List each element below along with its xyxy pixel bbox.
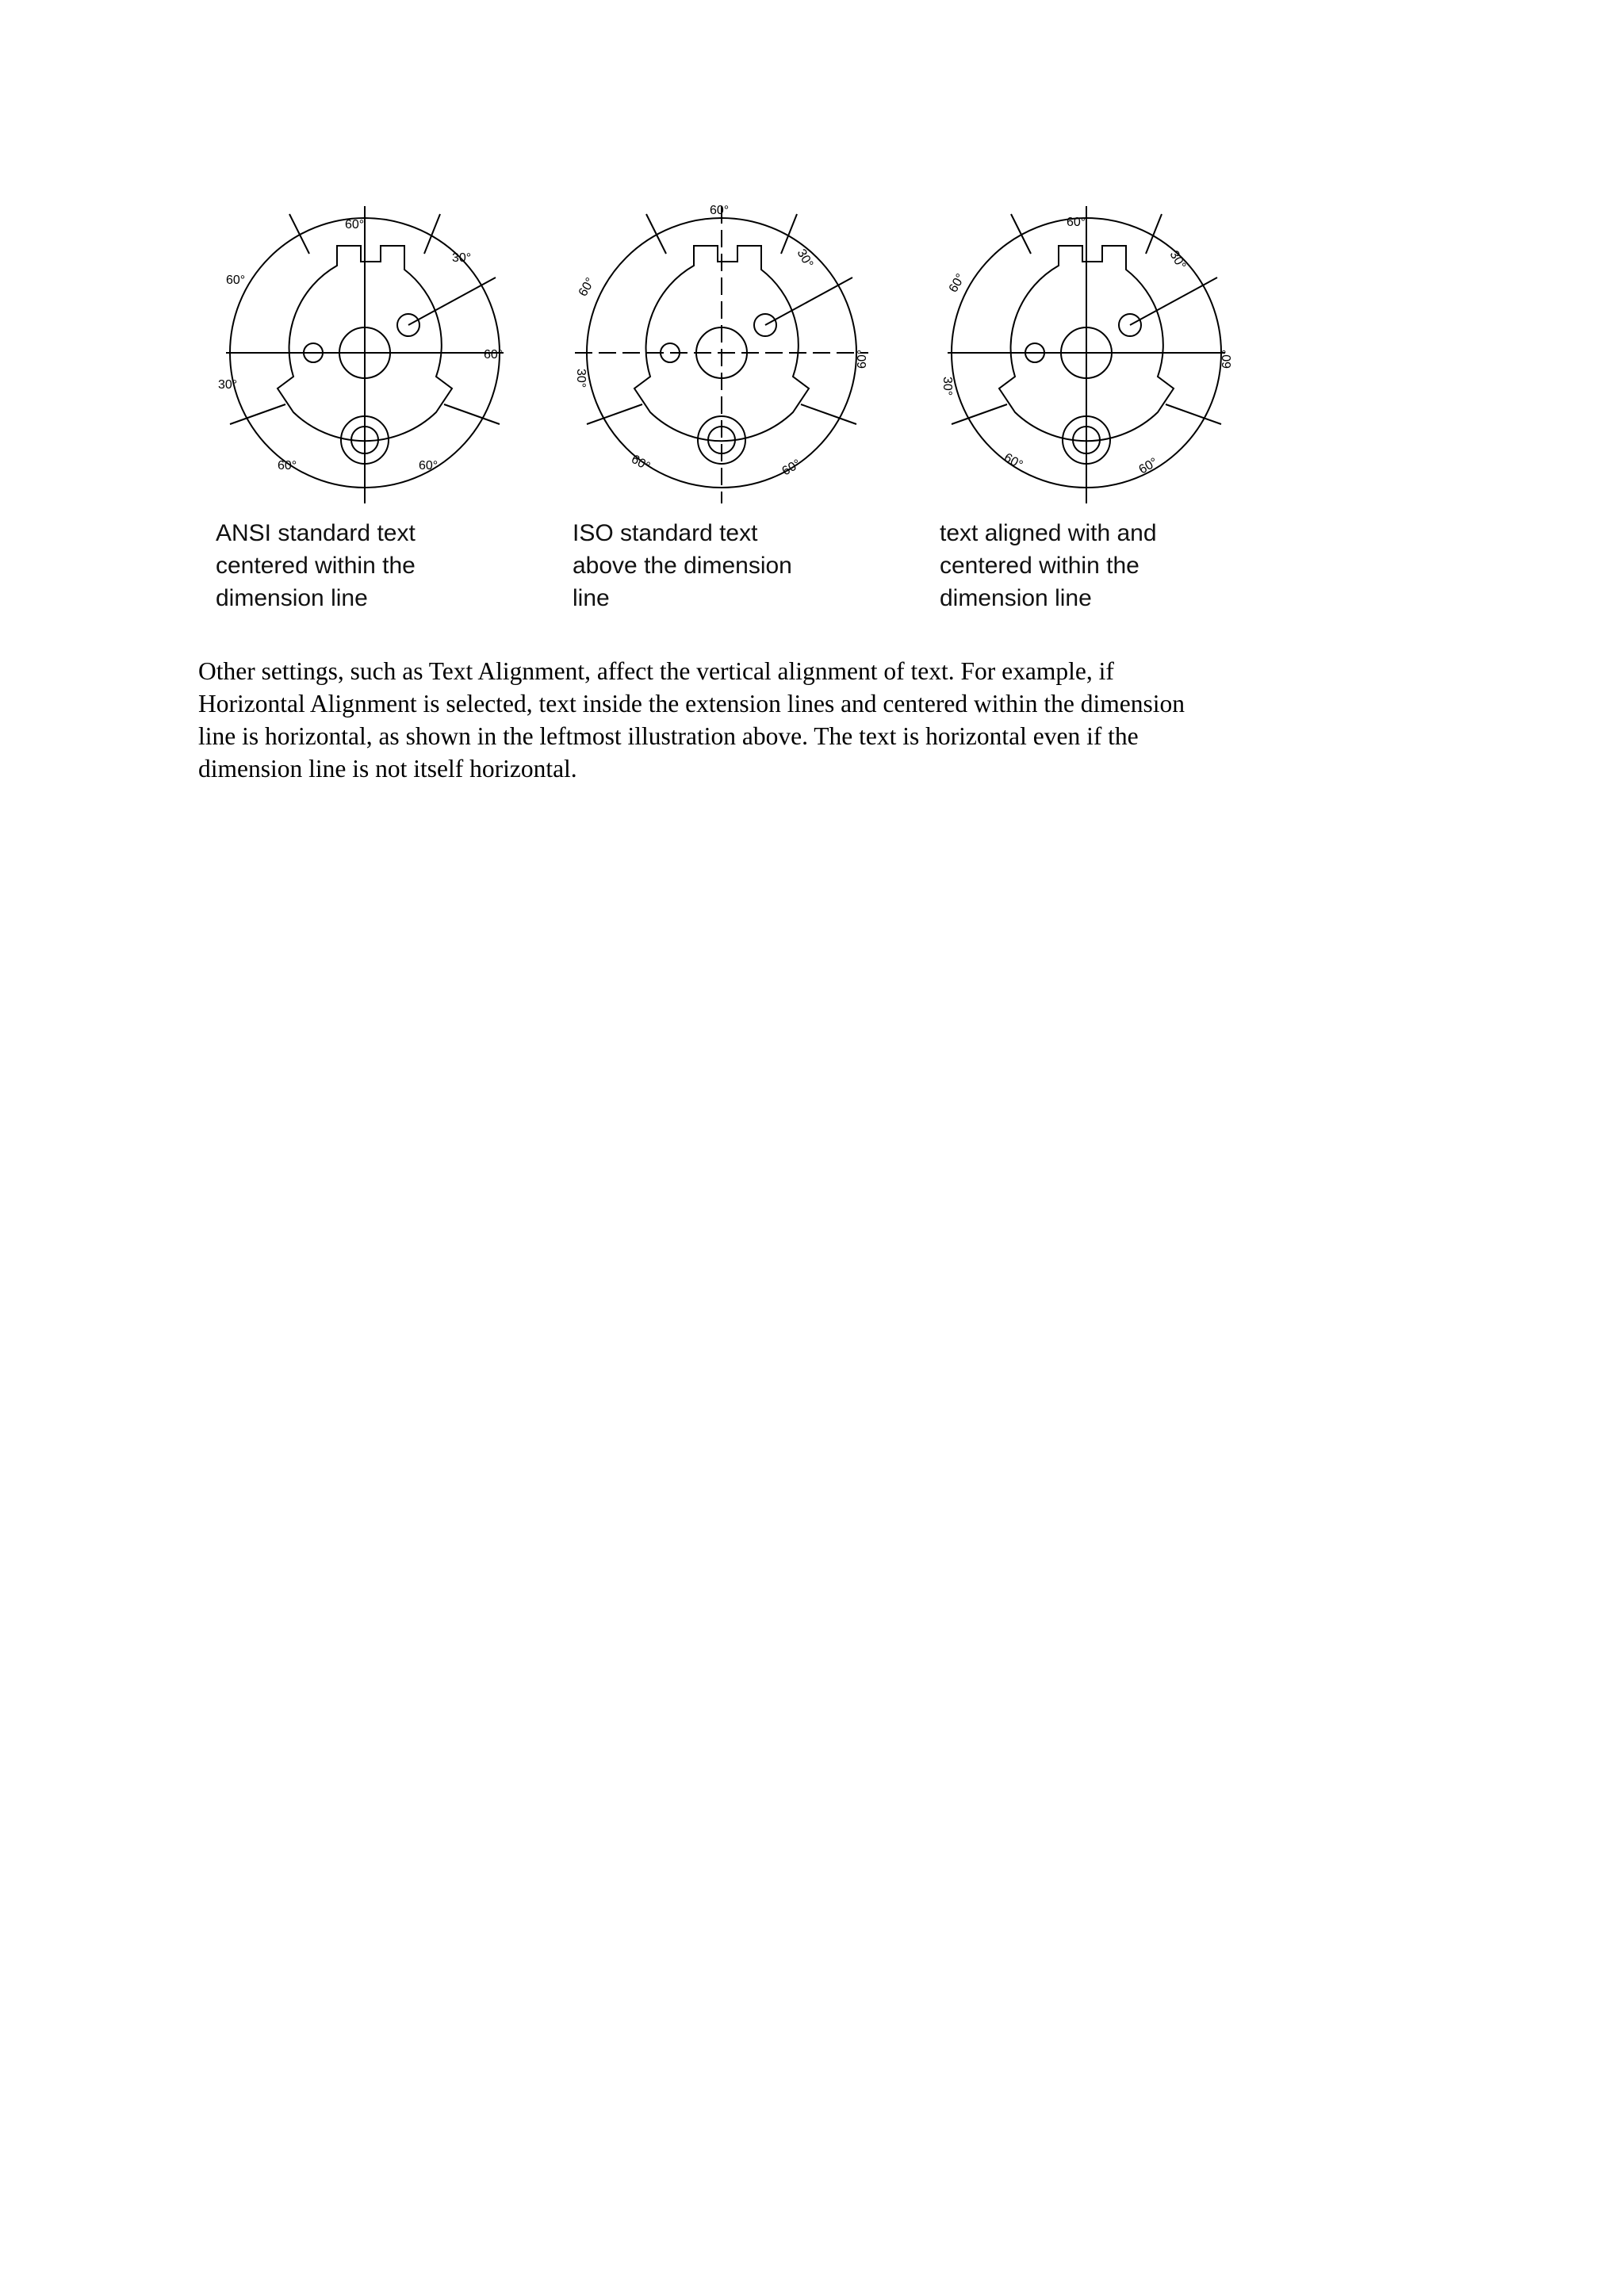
paragraph-line: line is horizontal, as shown in the leftmost illustration above. The text is horizontal even if the: [198, 722, 1139, 750]
caption-line: ISO standard text: [573, 520, 758, 546]
angle-label-left: 30°: [940, 377, 954, 396]
aligned-dimension-drawing: [920, 190, 1253, 507]
paragraph-line: dimension line is not itself horizontal.: [198, 755, 577, 783]
extension-line: [1011, 214, 1031, 254]
angle-label-bottom-left: 60°: [278, 459, 297, 473]
leader-line: [408, 277, 496, 325]
caption-line: above the dimension: [573, 553, 792, 579]
extension-line: [1166, 404, 1221, 424]
paragraph-line: Other settings, such as Text Alignment, affect the vertical alignment of text. For example, if: [198, 657, 1114, 685]
leader-line: [765, 277, 852, 325]
angle-label-top: 60°: [1067, 216, 1086, 229]
angle-label-upper-left: 60°: [576, 275, 598, 299]
caption-line: centered within the: [216, 553, 416, 579]
angle-label-right: 60°: [484, 348, 504, 362]
body-paragraph: [198, 655, 1435, 785]
iso-caption: [573, 517, 906, 614]
caption-line: dimension line: [940, 585, 1092, 611]
angle-label-bottom-left: 60°: [1002, 450, 1025, 473]
ansi-dimension-drawing: [198, 190, 531, 507]
angle-label-upper-right: 30°: [794, 247, 816, 270]
angle-label-right: 60°: [856, 349, 869, 369]
angle-label-bottom-right: 60°: [779, 457, 803, 479]
extension-line: [230, 404, 285, 424]
caption-line: line: [573, 585, 610, 611]
ansi-dimension-figure: [198, 190, 531, 507]
angle-label-upper-right: 30°: [452, 251, 472, 265]
paragraph-line: Horizontal Alignment is selected, text inside the extension lines and centered within the dimension: [198, 690, 1185, 718]
angle-label-upper-left: 60°: [946, 271, 968, 295]
extension-line: [801, 404, 856, 424]
angle-label-upper-left: 60°: [226, 274, 246, 287]
angle-label-upper-right: 30°: [1166, 248, 1189, 272]
caption-line: centered within the: [940, 553, 1139, 579]
iso-dimension-figure: [555, 190, 888, 507]
angle-label-bottom-left: 60°: [629, 452, 653, 474]
caption-line: ANSI standard text: [216, 520, 416, 546]
extension-line: [587, 404, 642, 424]
angle-label-bottom-right: 60°: [419, 459, 439, 473]
angle-label-bottom-right: 60°: [1136, 455, 1160, 477]
aligned-caption: [940, 517, 1273, 614]
extension-line: [289, 214, 309, 254]
extension-line: [646, 214, 666, 254]
caption-line: text aligned with and: [940, 520, 1157, 546]
angle-label-left: 30°: [218, 378, 238, 392]
ansi-caption: [216, 517, 549, 614]
aligned-dimension-figure: [920, 190, 1253, 507]
iso-dimension-drawing: [555, 190, 888, 507]
caption-line: dimension line: [216, 585, 368, 611]
angle-label-top: 60°: [710, 204, 730, 217]
extension-line: [952, 404, 1007, 424]
extension-line: [444, 404, 500, 424]
angle-label-top: 60°: [345, 218, 365, 232]
leader-line: [1130, 277, 1217, 325]
angle-label-left: 30°: [574, 369, 588, 388]
angle-label-right: 60°: [1220, 349, 1234, 369]
